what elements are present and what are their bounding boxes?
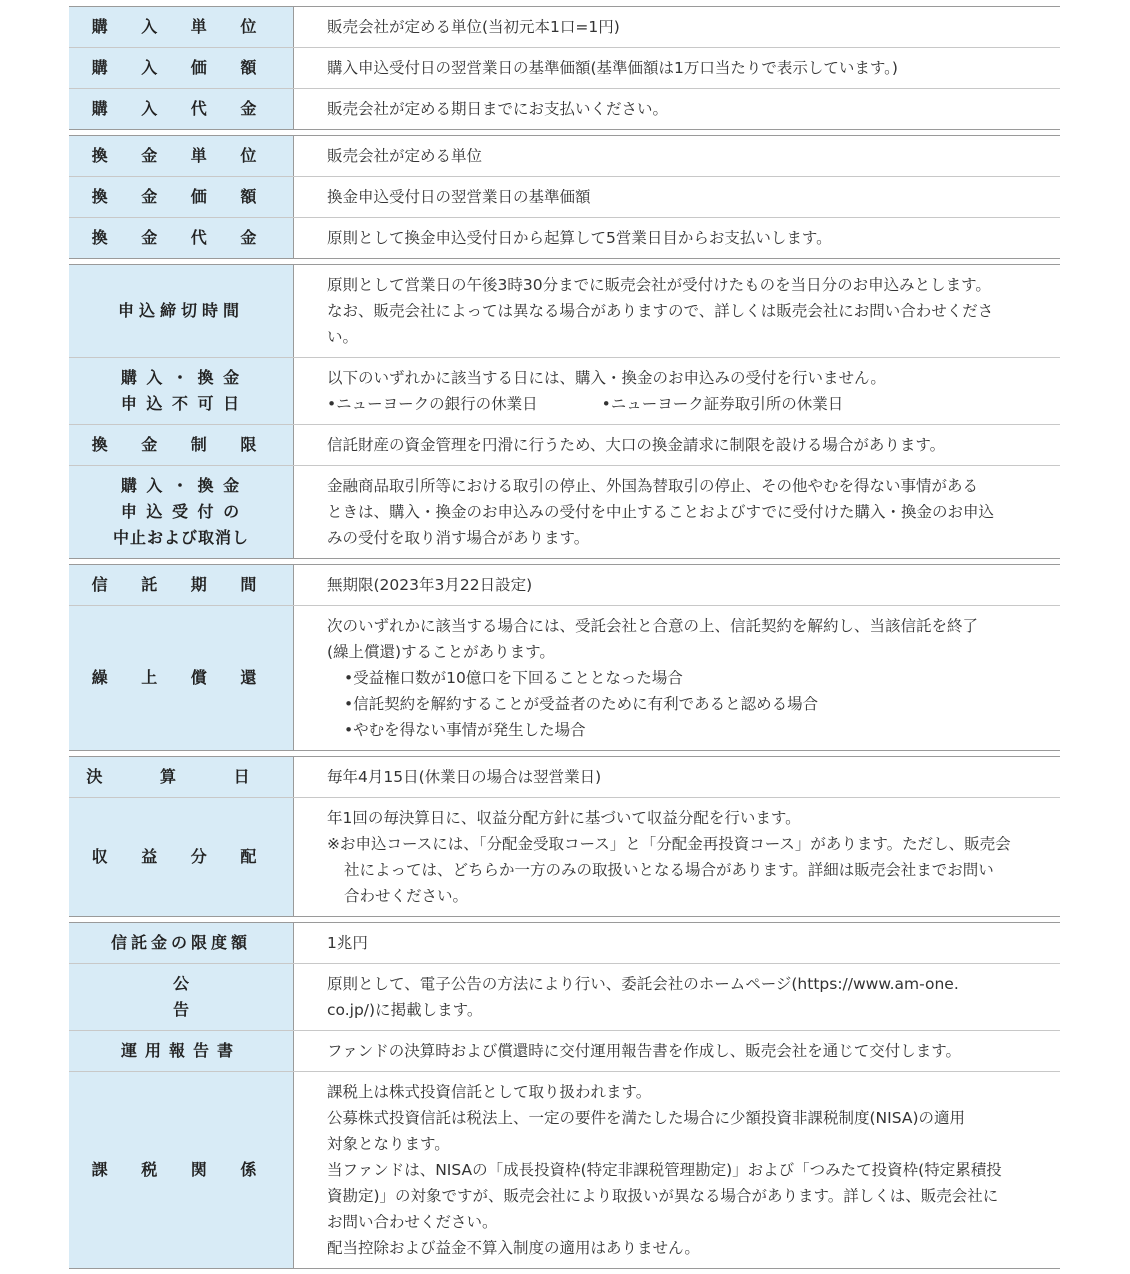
value-redemption-price: 換金申込受付日の翌営業日の基準価額 bbox=[327, 188, 591, 206]
label-report: 運用報告書 bbox=[69, 1031, 294, 1071]
value-redemption-payment: 原則として換金申込受付日から起算して5営業日目からお支払いします。 bbox=[327, 229, 832, 247]
value-trust-period: 無期限(2023年3月22日設定) bbox=[327, 576, 533, 594]
label-suspension: 購 入 ・ 換 金 申 込 受 付 の 中止および取消し bbox=[69, 466, 294, 558]
label-redemption-limit: 換 金 制 限 bbox=[69, 425, 294, 465]
label-cutoff: 申込締切時間 bbox=[69, 265, 294, 357]
label-purchase-payment: 購 入 代 金 bbox=[69, 89, 294, 129]
application-group bbox=[69, 264, 1060, 559]
row-distribution bbox=[69, 798, 1060, 916]
trust-group bbox=[69, 564, 1060, 751]
label-purchase-price: 購 入 価 額 bbox=[69, 48, 294, 88]
row-early-redemption bbox=[69, 606, 1060, 750]
value-purchase-unit: 販売会社が定める単位(当初元本1口=1円) bbox=[327, 18, 620, 36]
label-no-application-days: 購 入 ・ 換 金 申 込 不 可 日 bbox=[69, 358, 294, 424]
row-suspension bbox=[69, 466, 1060, 558]
row-redemption-price bbox=[69, 177, 1060, 218]
label-redemption-unit: 換 金 単 位 bbox=[69, 136, 294, 176]
row-purchase-price bbox=[69, 48, 1060, 89]
row-trust-period bbox=[69, 565, 1060, 606]
value-report: ファンドの決算時および償還時に交付運用報告書を作成し、販売会社を通じて交付します。 bbox=[327, 1042, 961, 1060]
row-no-application-days bbox=[69, 358, 1060, 425]
value-no-application-days: 以下のいずれかに該当する日には、購入・換金のお申込みの受付を行いません。 •ニューヨークの銀行の休業日 •ニューヨーク証券取引所の休業日 bbox=[327, 369, 886, 413]
row-trust-limit bbox=[69, 923, 1060, 964]
label-distribution: 収 益 分 配 bbox=[69, 798, 294, 916]
value-trust-limit: 1兆円 bbox=[327, 934, 368, 952]
label-taxation: 課 税 関 係 bbox=[69, 1072, 294, 1268]
value-redemption-limit: 信託財産の資金管理を円滑に行うため、大口の換金請求に制限を設ける場合があります。 bbox=[327, 436, 946, 454]
label-redemption-price: 換 金 価 額 bbox=[69, 177, 294, 217]
fund-terms-table bbox=[69, 6, 1060, 1274]
label-early-redemption: 繰 上 償 還 bbox=[69, 606, 294, 750]
value-distribution: 年1回の毎決算日に、収益分配方針に基づいて収益分配を行います。 ※お申込コースには、「分配金受取コース」と「分配金再投資コース」があります。ただし、販売会 社によっては、どちらか一方のみの取扱いとなる場合があります。詳細は販売会社までお問い 合わせください。 bbox=[327, 809, 1011, 905]
row-purchase-unit bbox=[69, 7, 1060, 48]
row-cutoff bbox=[69, 265, 1060, 358]
label-redemption-payment: 換 金 代 金 bbox=[69, 218, 294, 258]
label-public-notice: 公 告 bbox=[69, 964, 294, 1030]
row-settlement-date bbox=[69, 757, 1060, 798]
value-suspension: 金融商品取引所等における取引の停止、外国為替取引の停止、その他やむを得ない事情がある ときは、購入・換金のお申込みの受付を中止することおよびすでに受付けた購入・換金のお申込 みの受付を取り消す場合があります。 bbox=[327, 477, 994, 547]
row-redemption-unit bbox=[69, 136, 1060, 177]
row-redemption-limit bbox=[69, 425, 1060, 466]
value-settlement-date: 毎年4月15日(休業日の場合は翌営業日) bbox=[327, 768, 602, 786]
label-trust-limit: 信託金の限度額 bbox=[69, 923, 294, 963]
value-cutoff: 原則として営業日の午後3時30分までに販売会社が受付けたものを当日分のお申込みとします。 なお、販売会社によっては異なる場合がありますので、詳しくは販売会社にお問い合わせくださ い。 bbox=[327, 276, 994, 346]
value-public-notice: 原則として、電子公告の方法により行い、委託会社のホームページ(https://www.am-one. co.jp/)に掲載します。 bbox=[327, 975, 959, 1019]
settlement-group bbox=[69, 756, 1060, 917]
row-redemption-payment bbox=[69, 218, 1060, 258]
value-purchase-payment: 販売会社が定める期日までにお支払いください。 bbox=[327, 100, 669, 118]
label-purchase-unit: 購 入 単 位 bbox=[69, 7, 294, 47]
row-purchase-payment bbox=[69, 89, 1060, 129]
row-public-notice bbox=[69, 964, 1060, 1031]
other-group bbox=[69, 922, 1060, 1269]
row-report bbox=[69, 1031, 1060, 1072]
redemption-group bbox=[69, 135, 1060, 259]
purchase-group bbox=[69, 6, 1060, 130]
value-redemption-unit: 販売会社が定める単位 bbox=[327, 147, 483, 165]
row-taxation bbox=[69, 1072, 1060, 1268]
value-purchase-price: 購入申込受付日の翌営業日の基準価額(基準価額は1万口当たりで表示しています。) bbox=[327, 59, 898, 77]
label-trust-period: 信 託 期 間 bbox=[69, 565, 294, 605]
value-early-redemption: 次のいずれかに該当する場合には、受託会社と合意の上、信託契約を解約し、当該信託を終了 (繰上償還)することがあります。 •受益権口数が10億口を下回ることとなった場合 •信託契約を解約することが受益者のために有利であると認める場合 •やむを得ない事情が発生した場合 bbox=[327, 617, 979, 739]
label-settlement-date: 決 算 日 bbox=[69, 757, 294, 797]
value-taxation: 課税上は株式投資信託として取り扱われます。 公募株式投資信託は税法上、一定の要件を満たした場合に少額投資非課税制度(NISA)の適用 対象となります。 当ファンドは、NISAの「成長投資枠(特定非課税管理勘定)」および「つみたて投資枠(特定累積投 資勘定)」の対象ですが、販売会社により取扱いが異なる場合があります。詳しくは、販売会社に お問い合わせください。 配当控除および益金不算入制度の適用はありません。 bbox=[327, 1083, 1002, 1257]
